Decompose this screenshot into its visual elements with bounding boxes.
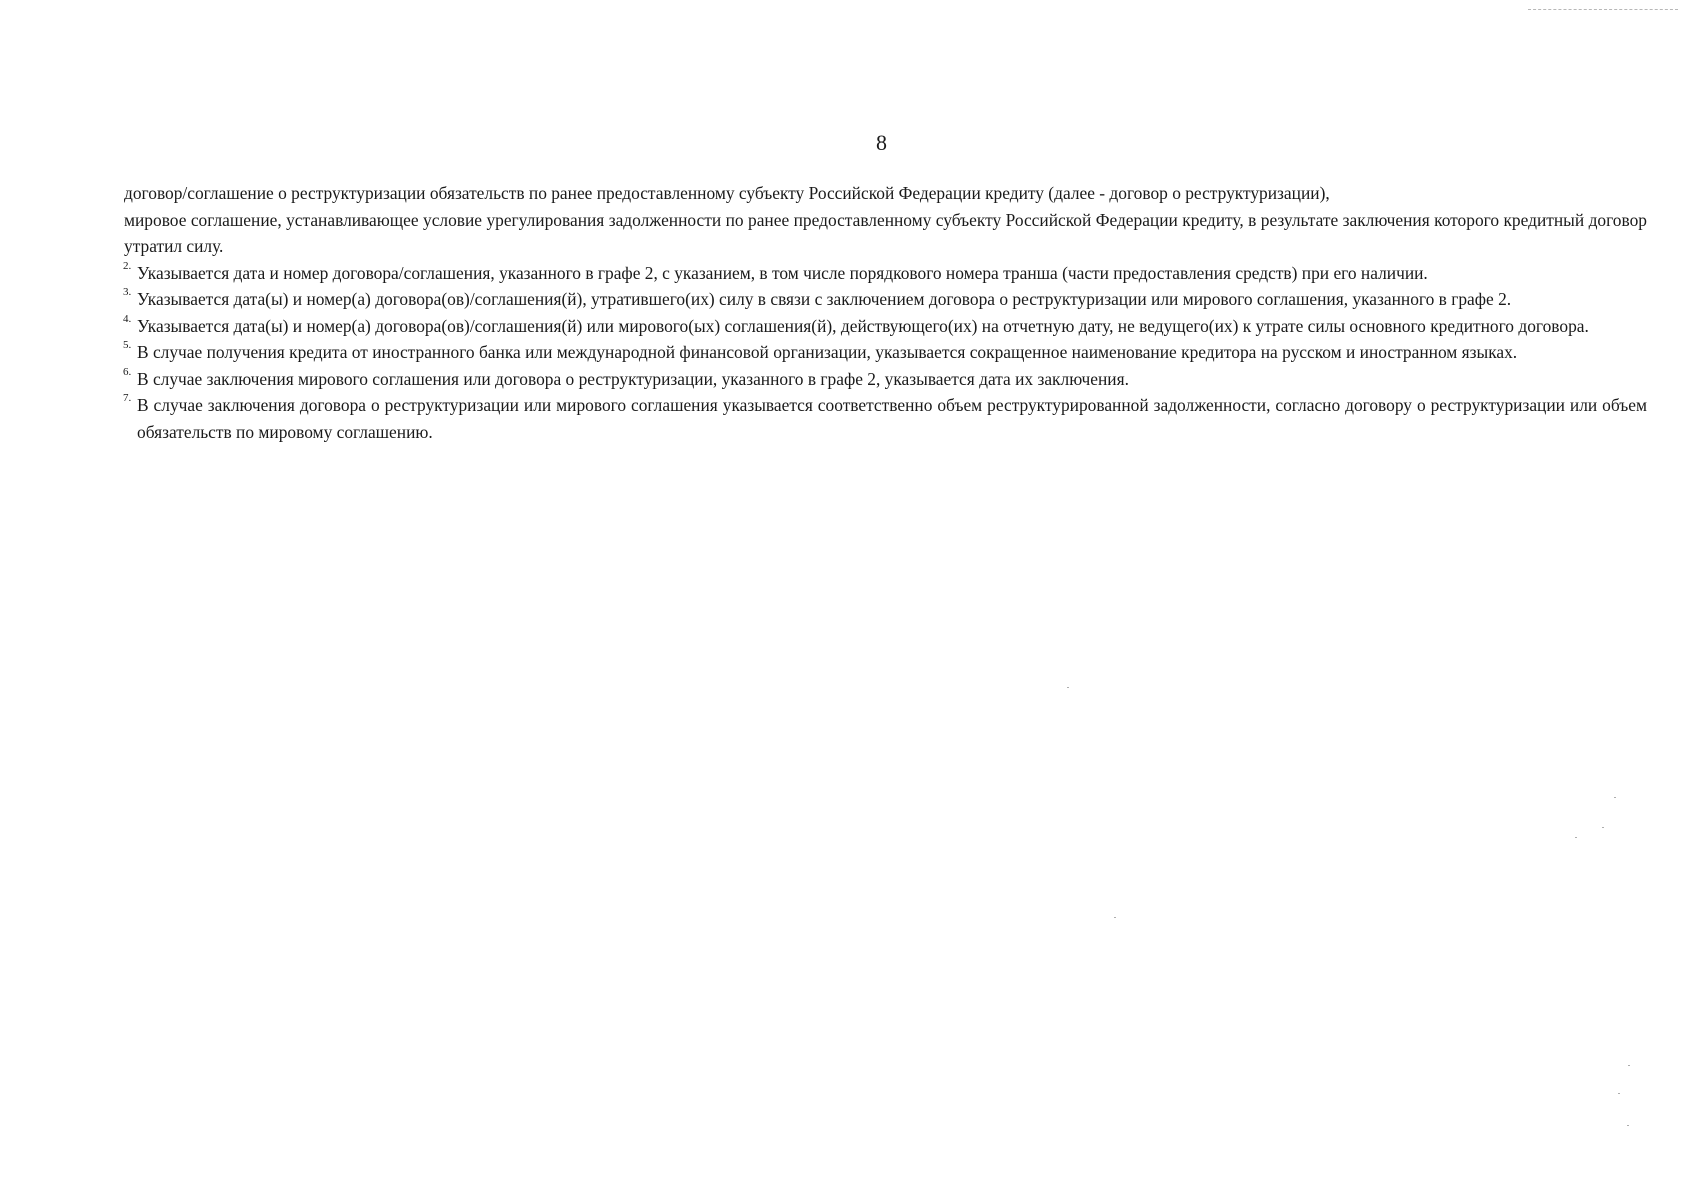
scan-speck (1067, 687, 1069, 688)
scan-speck (1114, 917, 1116, 918)
footnote-text: Указывается дата(ы) и номер(а) договора(ов)/соглашения(й) или мирового(ых) соглашения(й), действующего(их) на отчетную дату, не ведущего(их) к утрате силы основного кредитного договора. (137, 315, 1589, 336)
footnote-4 (124, 313, 1647, 340)
footnote-marker: 6. (123, 365, 132, 378)
scan-artifact-line (1528, 9, 1678, 11)
document-body (124, 180, 1647, 445)
footnote-3 (124, 286, 1647, 313)
footnote-text: Указывается дата и номер договора/соглашения, указанного в графе 2, с указанием, в том числе порядкового номера транша (части предоставления средств) при его наличии. (137, 262, 1428, 283)
footnote-text: В случае заключения договора о реструктуризации или мирового соглашения указывается соответственно объем реструктурированной задолженности, согласно договору о реструктуризации или объем обязательств по мировому соглашению. (137, 395, 1647, 442)
footnote-marker: 2. (123, 259, 132, 272)
footnote-marker: 3. (123, 286, 132, 298)
scan-speck (1628, 1065, 1630, 1066)
paragraph-restructuring-agreement: договор/соглашение о реструктуризации обязательств по ранее предоставленному субъекту Российской Федерации кредиту (далее - договор о реструктуризации), (124, 183, 1330, 203)
scan-speck (1627, 1125, 1629, 1126)
scan-speck (1614, 797, 1616, 798)
scan-speck (1602, 827, 1604, 828)
footnote-text: В случае заключения мирового соглашения или договора о реструктуризации, указанного в графе 2, указывается дата их заключения. (137, 368, 1129, 389)
footnote-2 (124, 260, 1647, 287)
footnote-marker: 4. (123, 312, 132, 325)
footnote-marker: 7. (123, 392, 132, 404)
footnote-marker: 5. (123, 339, 132, 351)
paragraph-settlement-agreement: мировое соглашение, устанавливающее условие урегулирования задолженности по ранее предоставленному субъекту Российской Федерации кредиту, в результате заключения которого кредитный договор утратил силу. (124, 209, 1647, 256)
scan-speck (1575, 837, 1577, 838)
scan-speck (1618, 1093, 1620, 1094)
footnote-5 (124, 339, 1647, 366)
footnote-text: В случае получения кредита от иностранного банка или международной финансовой организации, указывается сокращенное наименование кредитора на русском и иностранном языках. (137, 342, 1518, 362)
footnote-text: Указывается дата(ы) и номер(а) договора(ов)/соглашения(й), утратившего(их) силу в связи с заключением договора о реструктуризации или мирового соглашения, указанного в графе 2. (137, 289, 1512, 309)
footnote-6 (124, 366, 1647, 393)
footnote-7 (124, 392, 1647, 445)
page-number: 8 (876, 130, 887, 155)
